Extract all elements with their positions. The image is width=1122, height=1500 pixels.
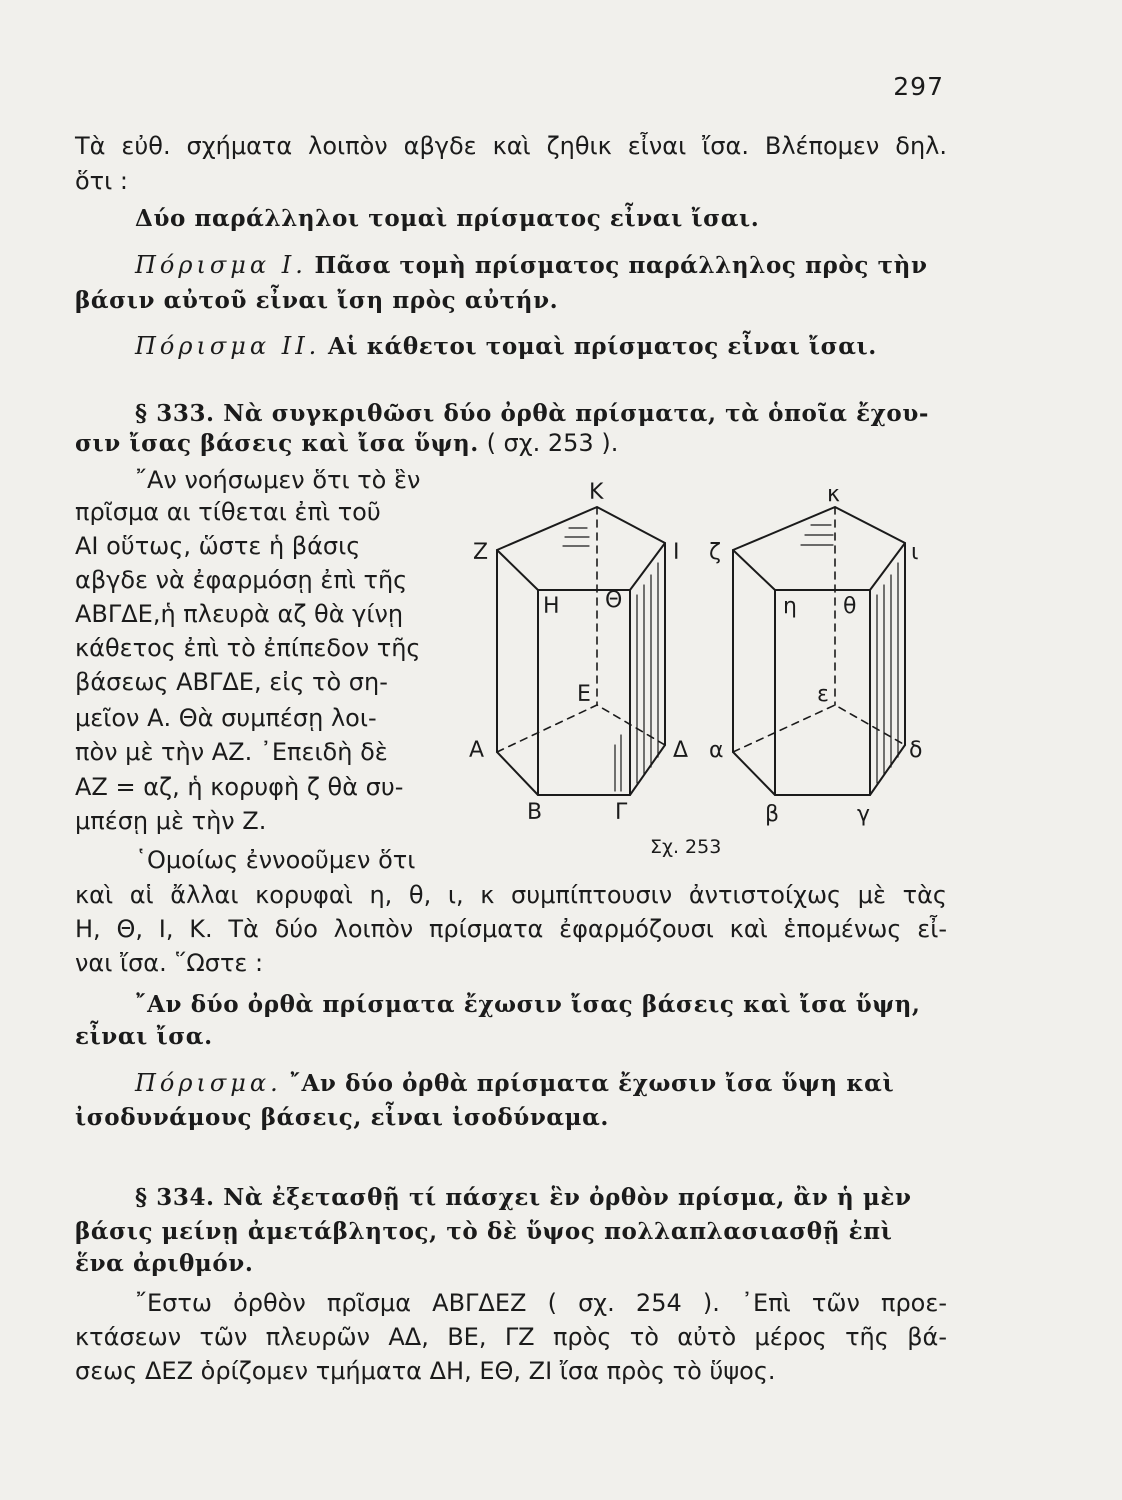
right-prism-base-hidden [733, 705, 905, 752]
paragraph-line-11: μπέσῃ μὲ τὴν Ζ. [75, 807, 267, 835]
label-alpha: α [709, 738, 724, 763]
label-epsilon: ε [817, 682, 829, 707]
corollary-3-text-b: ἰσοδυνάμους βάσεις, εἶναι ἰσοδύναμα. [75, 1104, 610, 1131]
closing-line-3: σεως ΔΕΖ ὁρίζομεν τμήματα ΔΗ, ΕΘ, ΖΙ ἴσα πρὸς τὸ ὕψος. [75, 1357, 776, 1385]
paragraph-line-7: βάσεως ΑΒΓΔΕ, εἰς τὸ ση- [75, 668, 388, 696]
left-prism [497, 507, 665, 795]
label-z: ζ [709, 540, 721, 565]
theorem-equal-prisms-a: ῎Αν δύο ὀρθὰ πρίσματα ἔχωσιν ἴσας βάσεις καὶ ἴσα ὕψη, [135, 991, 921, 1018]
section-333-heading-bold: σιν ἴσας βάσεις καὶ ἴσα ὕψη. [75, 430, 479, 457]
corollary-1-text-a: Πᾶσα τομὴ πρίσματος παράλληλος πρὸς τὴν [314, 252, 928, 279]
label-Delta: Δ [673, 738, 689, 763]
paragraph-line-5: ΑΒΓΔΕ,ἡ πλευρὰ αζ θὰ γίνῃ [75, 600, 404, 628]
corollary-3-label: Πόρισμα. [135, 1069, 282, 1097]
label-theta: θ [843, 594, 857, 619]
theorem-parallel-sections: Δύο παράλληλοι τομαὶ πρίσματος εἶναι ἴσαι. [135, 205, 760, 232]
text-line-2: ὅτι : [75, 167, 128, 195]
figure-253-caption: Σχ. 253 [650, 836, 722, 858]
paragraph-line-14: Η, Θ, Ι, Κ. Τὰ δύο λοιπὸν πρίσματα ἐφαρμόζουσι καὶ ἑπομένως εἶ- [75, 915, 947, 943]
closing-line-1: ῎Εστω ὀρθὸν πρῖσμα ΑΒΓΔΕΖ ( σχ. 254 ). ᾿Επὶ τῶν προε- [135, 1289, 947, 1317]
section-333-heading-b [75, 428, 618, 459]
label-E: Ε [577, 682, 591, 707]
paragraph-line-12: ῾Ομοίως ἐννοοῦμεν ὅτι [135, 846, 416, 874]
right-prism-base-visible [733, 745, 905, 795]
paragraph-line-4: αβγδε νὰ ἐφαρμόσῃ ἐπὶ τῆς [75, 566, 408, 594]
corollary-3-text-a: ῎Αν δύο ὀρθὰ πρίσματα ἔχωσιν ἴσα ὕψη καὶ [289, 1070, 895, 1097]
section-334-heading-b: βάσις μείνῃ ἀμετάβλητος, τὸ δὲ ὕψος πολλαπλασιασθῇ ἐπὶ [75, 1218, 893, 1245]
text-line-1: Τὰ εὐθ. σχήματα λοιπὸν αβγδε καὶ ζηθικ εἶναι ἴσα. Βλέπομεν δηλ. [75, 132, 947, 160]
paragraph-line-13: καὶ αἱ ἄλλαι κορυφαὶ η, θ, ι, κ συμπίπτουσιν ἀντιστοίχως μὲ τὰς [75, 881, 947, 909]
paragraph-line-3: ΑΙ οὕτως, ὥστε ἡ βάσις [75, 532, 361, 560]
page-number: 297 [893, 72, 944, 101]
paragraph-line-8: μεῖον Α. Θὰ συμπέσῃ λοι- [75, 704, 377, 732]
prisms-diagram [465, 480, 945, 865]
label-B: Β [527, 800, 543, 825]
corollary-1-text-b: βάσιν αὐτοῦ εἶναι ἴση πρὸς αὐτήν. [75, 287, 559, 314]
label-H: Η [543, 594, 560, 619]
label-gamma: γ [857, 802, 871, 827]
label-eta: η [783, 594, 797, 619]
label-k: κ [827, 482, 840, 507]
corollary-3 [135, 1068, 894, 1099]
paragraph-line-6: κάθετος ἐπὶ τὸ ἐπίπεδον τῆς [75, 634, 421, 662]
theorem-equal-prisms-b: εἶναι ἴσα. [75, 1023, 213, 1050]
paragraph-line-9: πὸν μὲ τὴν ΑΖ. ᾿Επειδὴ δὲ [75, 738, 388, 766]
label-K: Κ [589, 480, 604, 505]
left-prism-base-visible [497, 745, 665, 795]
section-334-heading-c: ἕνα ἀριθμόν. [75, 1250, 254, 1277]
left-prism-top-face [497, 507, 665, 590]
corollary-2 [135, 331, 877, 362]
figure-reference: ( σχ. 253 ). [486, 429, 619, 457]
corollary-1-label: Πόρισμα Ι. [135, 251, 307, 279]
paragraph-line-2: πρῖσμα αι τίθεται ἐπὶ τοῦ [75, 498, 381, 526]
paragraph-line-1: ῎Αν νοήσωμεν ὅτι τὸ ἓν [135, 466, 421, 494]
label-A: Α [469, 738, 485, 763]
section-333-heading-a: § 333. Νὰ συγκριθῶσι δύο ὀρθὰ πρίσματα, τὰ ὁποῖα ἔχου- [135, 400, 930, 427]
label-beta: β [765, 802, 780, 827]
label-Gamma: Γ [615, 800, 628, 825]
figure-253 [465, 480, 945, 865]
corollary-2-label: Πόρισμα ΙΙ. [135, 332, 321, 360]
label-delta: δ [909, 738, 923, 763]
right-prism [733, 507, 905, 795]
label-Z: Ζ [473, 540, 489, 565]
paragraph-line-10: ΑΖ = αζ, ἡ κορυφὴ ζ θὰ συ- [75, 773, 404, 801]
label-Theta: Θ [605, 588, 623, 613]
label-I: Ι [673, 540, 680, 565]
closing-line-2: κτάσεων τῶν πλευρῶν ΑΔ, ΒΕ, ΓΖ πρὸς τὸ αὐτὸ μέρος τῆς βά- [75, 1323, 947, 1351]
corollary-2-text: Αἱ κάθετοι τομαὶ πρίσματος εἶναι ἴσαι. [327, 333, 877, 360]
paragraph-line-15: ναι ἴσα. ῞Ωστε : [75, 949, 264, 977]
corollary-1 [135, 250, 928, 281]
left-prism-base-hidden [497, 705, 665, 752]
section-334-heading-a: § 334. Νὰ ἐξετασθῇ τί πάσχει ἓν ὀρθὸν πρίσμα, ἂν ἡ μὲν [135, 1184, 912, 1211]
label-i: ι [911, 540, 919, 565]
right-prism-top-face [733, 507, 905, 590]
